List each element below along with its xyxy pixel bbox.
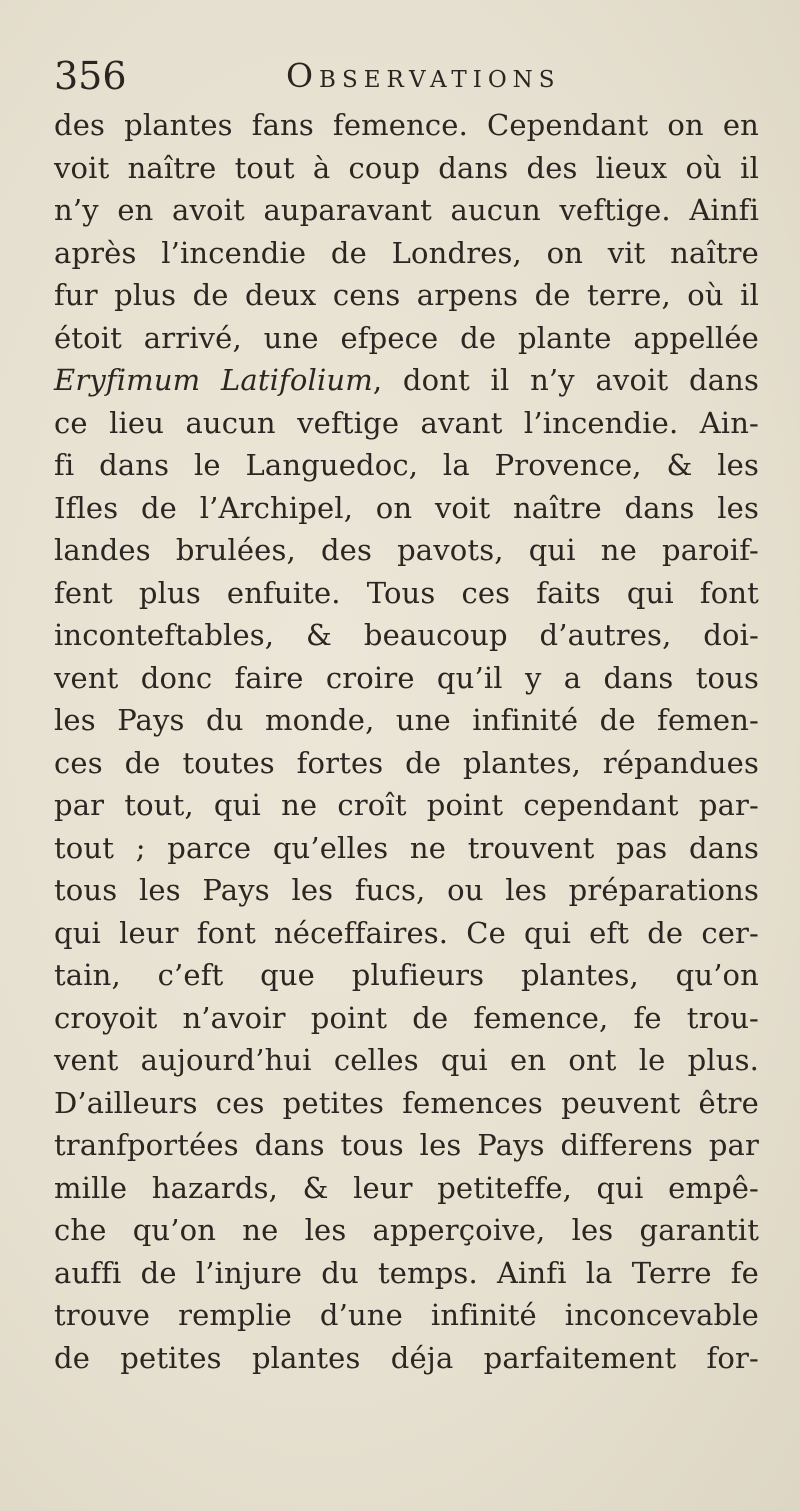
text-line: croyoit n’avoir point de femence, fe trou- — [54, 1000, 759, 1035]
page-number: 356 — [54, 54, 127, 98]
text-line: Ifles de l’Archipel, on voit naître dans les — [54, 490, 759, 525]
body-text — [54, 104, 759, 1379]
running-head: Observations — [286, 56, 561, 95]
text-line: ces de toutes fortes de plantes, répandues — [54, 745, 759, 780]
text-line: voit naître tout à coup dans des lieux où il — [54, 150, 759, 185]
page-header — [54, 46, 754, 106]
text-line: landes brulées, des pavots, qui ne paroif- — [54, 533, 759, 567]
text-line: fi dans le Languedoc, la Provence, & les — [54, 448, 759, 482]
text-line: trouve remplie d’une infinité inconcevable — [54, 1298, 759, 1332]
latin-plant-name: Eryfimum Latifolium — [54, 363, 373, 397]
text-line: Eryfimum Latifolium, dont il n’y avoit dans — [54, 363, 759, 397]
text-line: ce lieu aucun veftige avant l’incendie. Ain- — [54, 405, 759, 440]
text-line: tain, c’eft que plufieurs plantes, qu’on — [54, 958, 759, 992]
text-line: étoit arrivé, une efpece de plante appellée — [54, 320, 759, 355]
text-line: tranfportées dans tous les Pays differens par — [54, 1128, 759, 1162]
text-line: les Pays du monde, une infinité de femen- — [54, 703, 759, 737]
text-line: auffi de l’injure du temps. Ainfi la Terre fe — [54, 1255, 759, 1290]
text-line: après l’incendie de Londres, on vit naître — [54, 235, 759, 270]
text-line: fent plus enfuite. Tous ces faits qui font — [54, 575, 759, 610]
text-line: qui leur font néceffaires. Ce qui eft de cer- — [54, 915, 759, 950]
text-line: mille hazards, & leur petiteffe, qui empê- — [54, 1170, 759, 1205]
text-line: tout ; parce qu’elles ne trouvent pas dans — [54, 830, 759, 865]
text-line: de petites plantes déja parfaitement for- — [54, 1340, 759, 1375]
text-line: che qu’on ne les apperçoive, les garantit — [54, 1213, 759, 1247]
text-line: vent aujourd’hui celles qui en ont le plus. — [54, 1043, 759, 1077]
text-line: tous les Pays les fucs, ou les préparations — [54, 873, 759, 907]
text-line: des plantes fans femence. Cependant on en — [54, 108, 759, 142]
text-line: par tout, qui ne croît point cependant par- — [54, 788, 759, 822]
text-line: fur plus de deux cens arpens de terre, où il — [54, 278, 759, 312]
text-line: n’y en avoit auparavant aucun veftige. Ainfi — [54, 193, 759, 227]
text-line: inconteftables, & beaucoup d’autres, doi- — [54, 618, 759, 652]
text-line: vent donc faire croire qu’il y a dans tous — [54, 660, 759, 695]
text-line: D’ailleurs ces petites femences peuvent être — [54, 1085, 759, 1120]
